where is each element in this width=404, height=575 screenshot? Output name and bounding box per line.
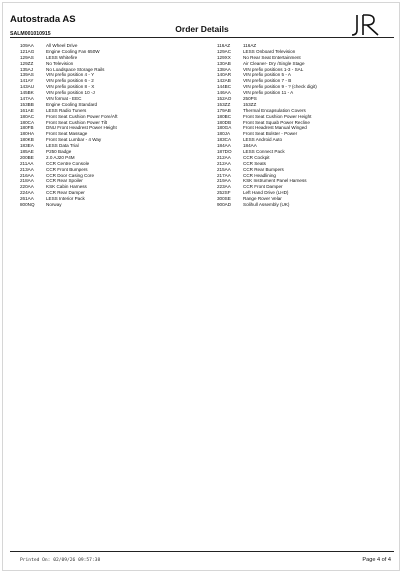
option-description: No Loadspace Storage Rails (46, 66, 105, 72)
option-description: Front Seat Cushion Power Height (243, 113, 312, 119)
option-row (217, 202, 402, 208)
option-description: Front Seat Cushion Power Tilt (46, 119, 108, 125)
option-code: 187DO (217, 149, 232, 155)
option-code: 224AA (20, 190, 34, 196)
option-description: 250PS (243, 96, 257, 102)
option-code: 141AY (20, 78, 34, 84)
option-description: 116AZ (243, 43, 257, 48)
option-description: VIN prefix position 9 - ? (check digit) (243, 84, 317, 90)
option-code: 147AA (20, 96, 34, 102)
option-code: 212AA (217, 160, 231, 166)
option-code: 184AA (217, 143, 231, 149)
option-code: 180GA (217, 125, 232, 131)
option-description: VIN prefix position 10 -J (46, 90, 95, 96)
option-code: 216AA (20, 172, 34, 178)
option-code: 900AD (217, 202, 232, 208)
option-description: Front Seat Bolster - Power (243, 131, 298, 137)
option-description: CCR Rear Spoiler (46, 178, 83, 184)
option-description: LESS Whitefire (46, 54, 78, 60)
option-code: 300SE (217, 196, 231, 202)
option-code: 179AB (217, 107, 231, 113)
option-code: 130AB (217, 60, 231, 66)
option-description: Air Cleaner- Dry /Single Stage (243, 60, 305, 66)
option-code: 153BB (20, 101, 34, 107)
option-code: 185AE (20, 149, 34, 155)
option-description: 184AA (243, 143, 257, 149)
option-description: LESS Radio Tuners (46, 107, 87, 113)
option-code: 800NQ (20, 202, 35, 208)
option-description: Norway (46, 202, 62, 208)
option-code: 129AS (20, 54, 34, 60)
option-description: VIN prefix position 5 - A (243, 72, 292, 78)
option-description: DNU Front Headrest Power Height (46, 125, 117, 131)
option-description: Solihull Assembly (UK) (243, 202, 290, 208)
option-description: CCR Rear Bumpers (243, 166, 284, 172)
option-description: CCR Headlining (243, 172, 276, 178)
option-code: 180HA (20, 131, 35, 137)
option-description: CCR Rear Damper (46, 190, 85, 196)
option-description: VIN prefix position 11 - A (243, 90, 294, 96)
page-title: Order Details (175, 24, 229, 34)
option-description: LESS Data Trial (46, 143, 79, 149)
option-description: No Television (46, 60, 74, 66)
option-description: P250 Badge (46, 149, 72, 155)
company-name: Autostrada AS (10, 14, 76, 25)
option-code: 217AA (217, 172, 231, 178)
option-description: Engine Cooling Fan 650W (46, 48, 100, 54)
option-code: 223AA (217, 184, 231, 190)
option-description: VIN format - EEC (46, 96, 82, 102)
option-description: CCR Front Bumpers (46, 166, 88, 172)
option-description: VIN prefix positions 1-3 - SAL (243, 66, 304, 72)
option-code: 180BC (217, 113, 232, 119)
option-description: 2.0 AJ20 P4M (46, 154, 75, 160)
option-code: 109AA (20, 43, 34, 48)
option-code: 129XX (217, 54, 231, 60)
option-code: 161AE (20, 107, 34, 113)
option-description: Range Rover Velar (243, 196, 282, 202)
option-description: Engine Cooling Standard (46, 101, 98, 107)
option-description: KSK Cabin Harness (46, 184, 87, 190)
option-description: CCR Front Damper (243, 184, 283, 190)
option-code: 220AA (20, 184, 34, 190)
jlr-logo (350, 14, 380, 36)
option-code: 183EA (20, 143, 34, 149)
option-code: 180DB (217, 119, 232, 125)
option-code: 129AC (217, 48, 232, 54)
option-code: 140AR (217, 72, 232, 78)
option-description: Front Seat Squab Power Recline (243, 119, 310, 125)
option-description: LESS Interior Pack (46, 196, 85, 202)
options-left-column (20, 43, 205, 208)
option-description: Front Seat Lumbar - 4 Way (46, 137, 102, 143)
printed-on: Printed On: 02/09/26 09:57:38 (20, 558, 101, 563)
option-code: 146AA (217, 90, 231, 96)
option-code: 219AA (217, 178, 231, 184)
page-number: Page 4 of 4 (362, 557, 391, 563)
option-description: LESS Android Auto (243, 137, 283, 143)
option-description: VIN prefix position 6 - 2 (46, 78, 94, 84)
option-description: CCR Centre Console (46, 160, 90, 166)
option-description: CCR Seats (243, 160, 266, 166)
option-code: 135AJ (20, 66, 34, 72)
option-code: 129ZZ (20, 60, 34, 66)
option-code: 143AU (20, 84, 35, 90)
option-code: 218AA (20, 178, 34, 184)
option-code: 215AA (217, 166, 231, 172)
option-code: 180AC (20, 113, 35, 119)
option-description: VIN prefix position 7 - B (243, 78, 292, 84)
option-row (20, 202, 205, 208)
option-description: LESS Onboard Television (243, 48, 296, 54)
option-description: Front Seat Massage (46, 131, 88, 137)
option-code: 139AS (20, 72, 34, 78)
option-description: Thermal Encapsulation Covers (243, 107, 306, 113)
option-description: CCR Door Casing Core (46, 172, 94, 178)
option-description: LESS Connect Pack (243, 149, 285, 155)
option-code: 180KB (20, 137, 34, 143)
option-code: 212AA (217, 154, 231, 160)
option-code: 180CA (20, 119, 35, 125)
option-code: 200BE (20, 154, 34, 160)
option-code: 142AB (217, 78, 231, 84)
option-code: 152AO (217, 96, 232, 102)
header-divider (10, 37, 394, 38)
option-code: 138AA (217, 66, 231, 72)
option-description: No Rear Seat Entertainment (243, 54, 301, 60)
option-description: 153ZZ (243, 101, 257, 107)
option-code: 145BK (20, 90, 34, 96)
option-description: Left Hand Drive (LHD) (243, 190, 289, 196)
option-description: Front Seat Cushion Power Fore/Aft (46, 113, 118, 119)
option-code: 252SF (217, 190, 231, 196)
option-description: CCR Cockpit (243, 154, 270, 160)
option-code: 180JA (217, 131, 231, 137)
option-code: 213AA (20, 166, 34, 172)
option-code: 183CA (217, 137, 232, 143)
option-description: Front Headrest Manual Winged (243, 125, 307, 131)
option-code: 116AZ (217, 43, 231, 48)
option-code: 211AA (20, 160, 34, 166)
option-code: 261AA (20, 196, 34, 202)
option-description: VIN prefix position 4 - Y (46, 72, 95, 78)
option-description: VIN prefix position 8 - X (46, 84, 95, 90)
footer-divider (10, 551, 394, 552)
options-right-column (217, 43, 402, 208)
option-description: KSK Instrument Panel Harness (243, 178, 307, 184)
option-code: 121AG (20, 48, 35, 54)
option-description: All Wheel Drive (46, 43, 78, 48)
vin-number: SALM001010915 (10, 31, 51, 37)
option-code: 153ZZ (217, 101, 231, 107)
option-code: 180FB (20, 125, 34, 131)
option-code: 144BC (217, 84, 232, 90)
